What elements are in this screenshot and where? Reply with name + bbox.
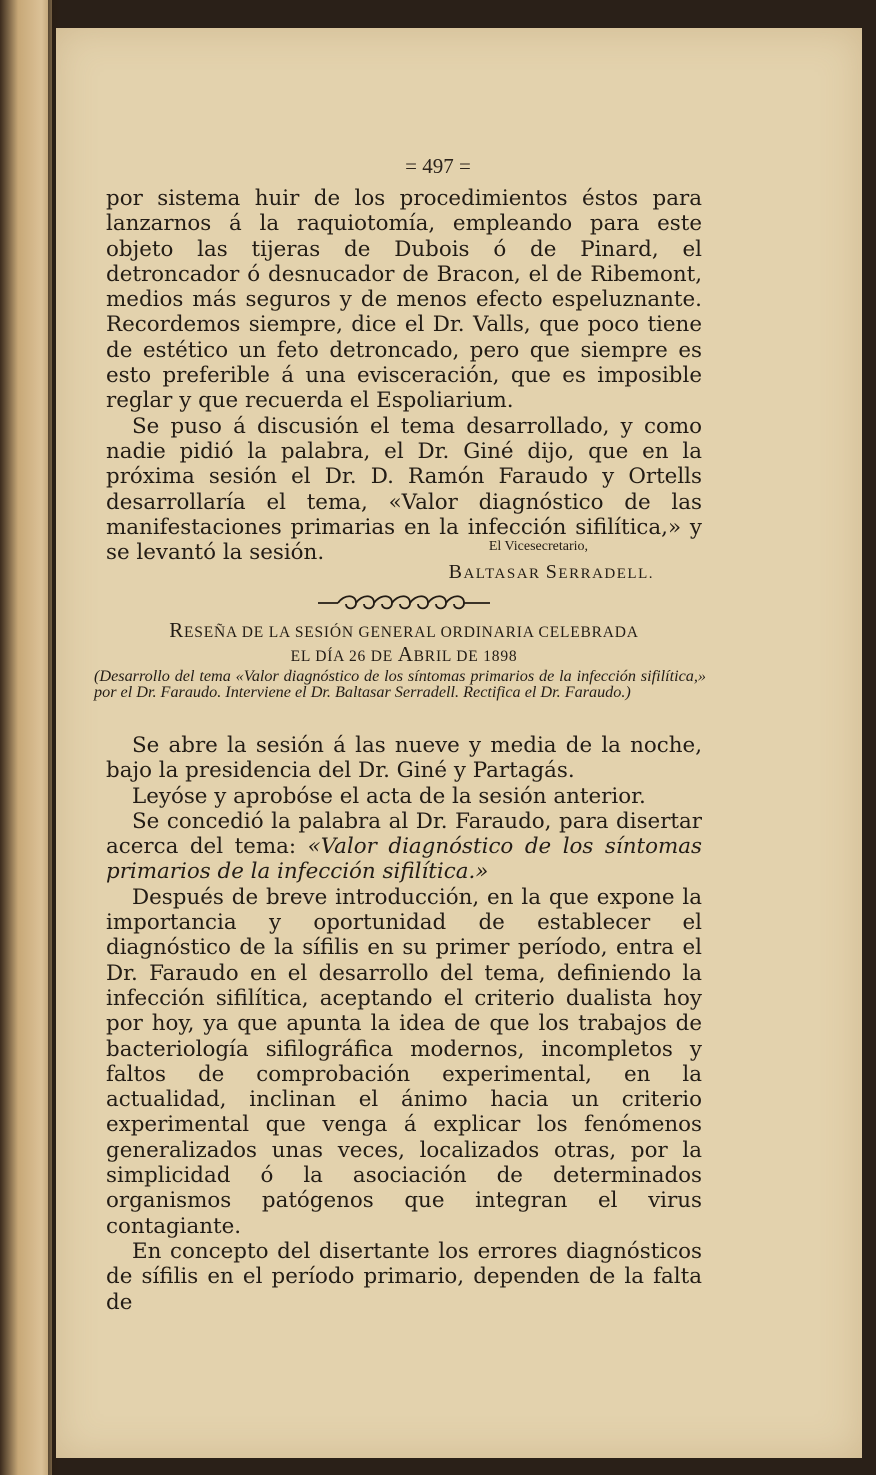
paragraph-continuation: por sistema huir de los procedimientos éstos para lanzarnos á la raquiotomía, empleando para este objeto las tijeras de Dubois ó de Pinard, el detroncador ó desnucador de Bracon, el de Ribemont, medios más seguros y de menos efecto espeluznante. Recordemos siempre, dice el Dr. Valls, que poco tiene de estético un feto detroncado, pero que siempre es esto preferible á una evisceración, que es imposible reglar y que recuerda el Espoliarium. xyxy=(106,186,702,414)
session-body xyxy=(106,733,702,1315)
ornament-divider xyxy=(316,592,492,614)
session-heading-line1: RESEÑA DE LA SESIÓN GENERAL ORDINARIA CELEBRADA xyxy=(169,618,639,642)
paragraph-errors: En concepto del disertante los errores diagnósticos de sífilis en el período primario, dependen de la falta de xyxy=(106,1238,702,1315)
paragraph-speaker: Se concedió la palabra al Dr. Faraudo, para disertar acerca del tema: «Valor diagnóstico de los síntomas primarios de la infección sifilítica.» xyxy=(106,808,702,885)
session-summary: (Desarrollo del tema «Valor diagnóstico de los síntomas primarios de la infección sifilítica,» por el Dr. Faraudo. Interviene el Dr. Baltasar Serradell. Rectifica el Dr. Faraudo.) xyxy=(94,667,706,702)
session-heading-line2: EL DÍA 26 DE ABRIL DE 1898 xyxy=(290,642,518,666)
paragraph-minutes: Leyóse y aprobóse el acta de la sesión anterior. xyxy=(132,783,646,809)
paragraph-introduction: Después de breve introducción, en la que expone la importancia y oportunidad de establecer el diagnóstico de la sífilis en su primer período, entra el Dr. Faraudo en el desarrollo del tema, definiendo la infección sifilítica, aceptando el criterio dualista hoy por hoy, ya que apunta la idea de que los trabajos de bacteriología sifilográfica modernos, incompletos y faltos de comprobación experimental, en la actualidad, inclinan el ánimo hacia un criterio experimental que venga á explicar los fenómenos generalizados unas veces, localizados otras, por la simplicidad ó la asociación de determinados organismos patógenos que integran el virus contagiante. xyxy=(106,884,702,1239)
topic-title: «Valor diagnóstico de los síntomas primarios de la infección sifilítica.» xyxy=(106,834,702,885)
paragraph-discussion: Se puso á discusión el tema desarrollado, y como nadie pidió la palabra, el Dr. Giné dijo, que en la próxima sesión el Dr. D. Ramón Faraudo y Ortells desarrollaría el tema, «Valor diagnóstico de las manifestaciones primarias en la infección sifilítica,» y se levantó la sesión. xyxy=(106,413,702,566)
top-text-block xyxy=(106,186,702,565)
signature-name: BALTASAR SERRADELL. xyxy=(448,561,654,583)
paragraph-opening: Se abre la sesión á las nueve y media de la noche, bajo la presidencia del Dr. Giné y Partagás. xyxy=(106,733,702,784)
left-page-edge xyxy=(0,0,52,1475)
signature-title: El Vicesecretario, xyxy=(488,539,588,554)
page-number: = 497 = xyxy=(405,154,471,178)
